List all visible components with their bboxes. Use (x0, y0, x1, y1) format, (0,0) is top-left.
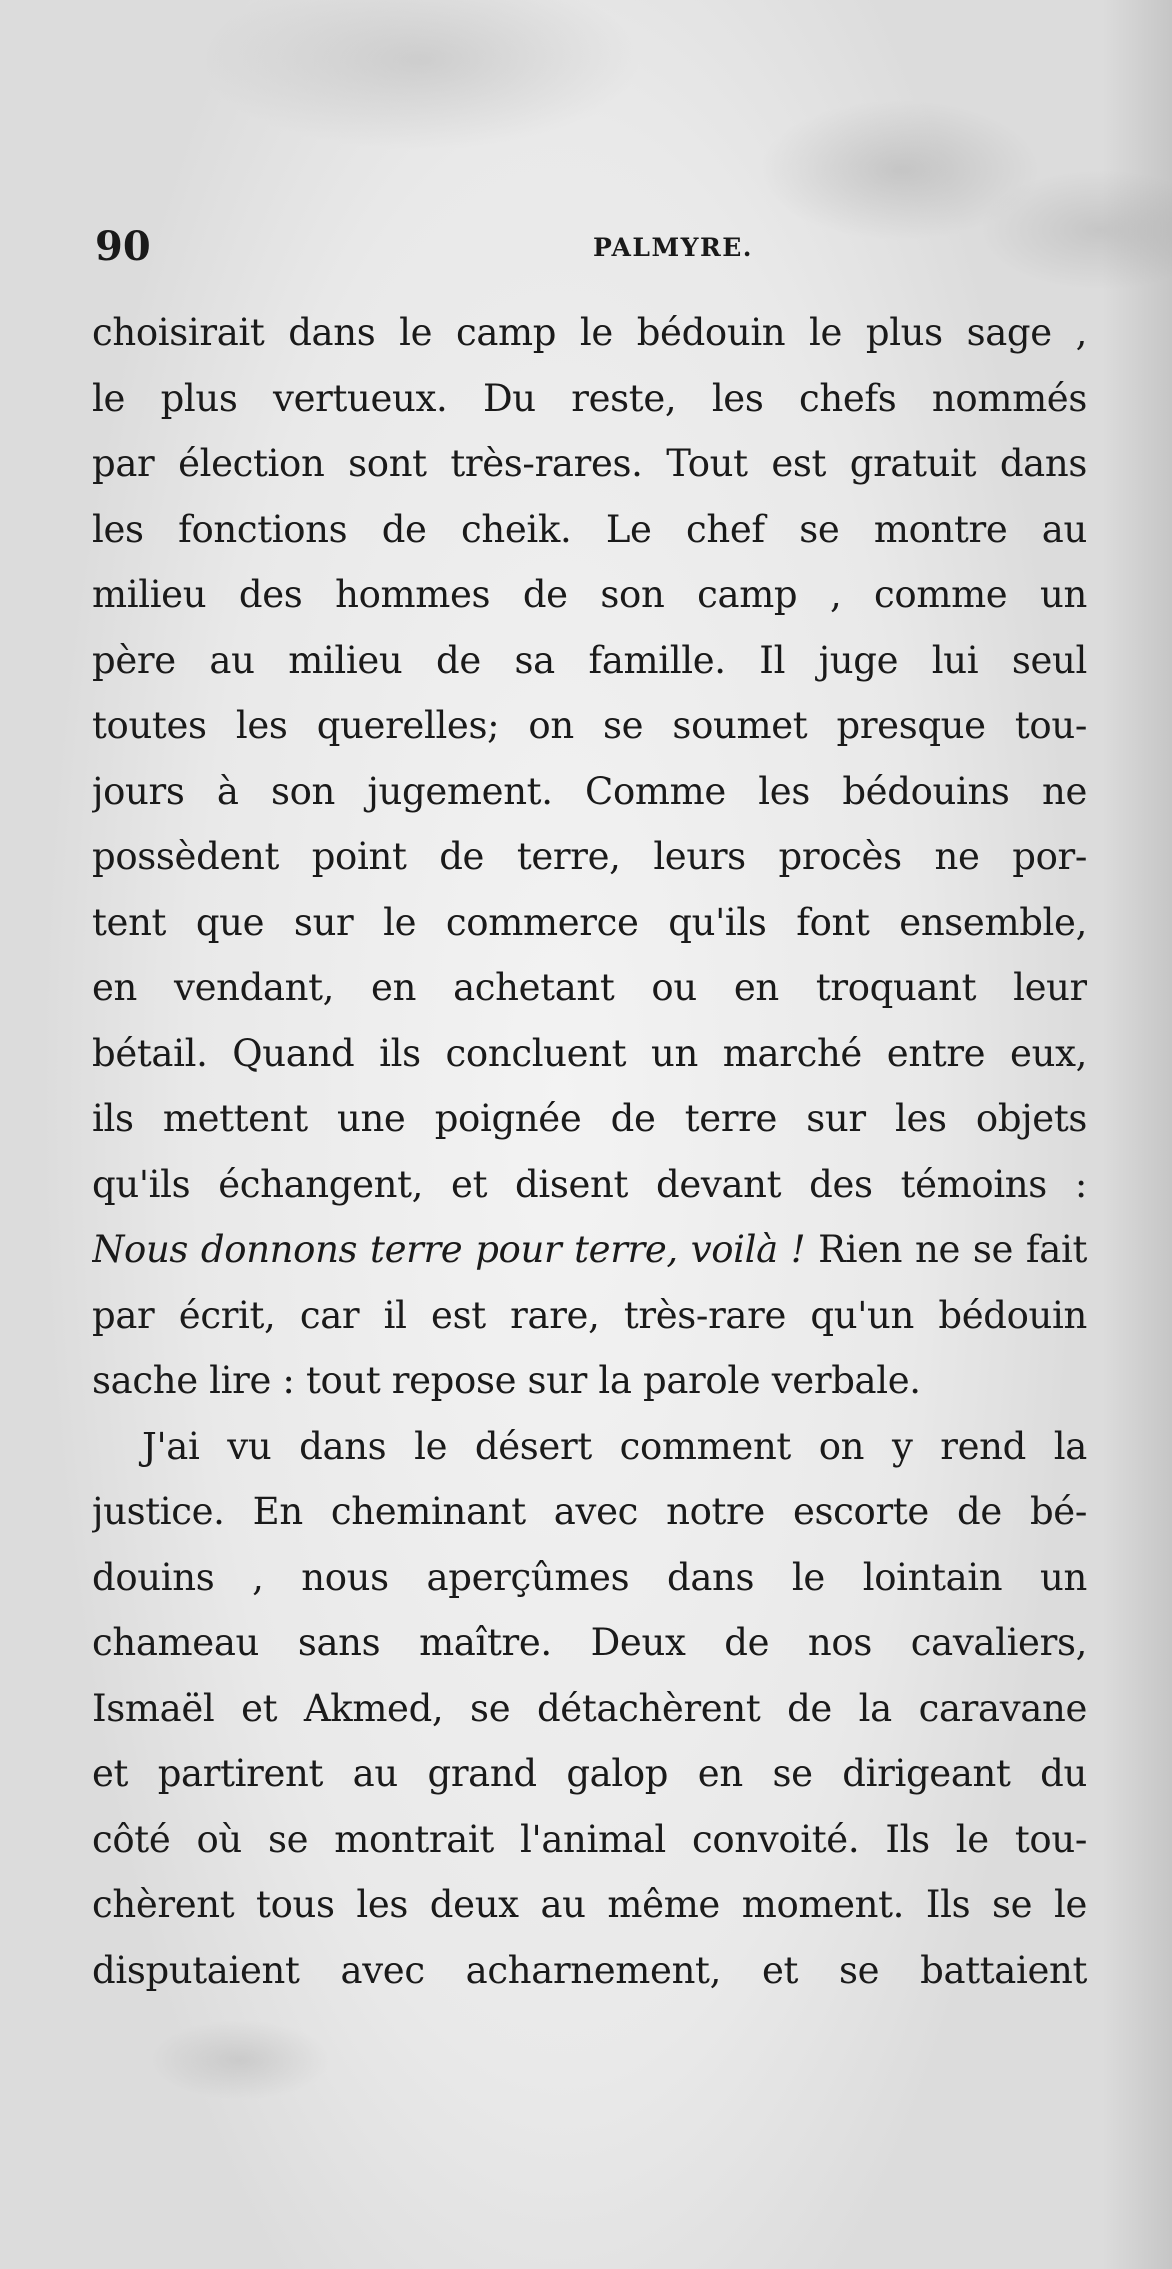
text-line: bétail. Quand ils concluent un marché entre eux, (92, 1031, 1087, 1075)
text-line: en vendant, en achetant ou en troquant leur (92, 966, 1087, 1009)
text-line-paragraph-end: sache lire : tout repose sur la parole verbale. (92, 1359, 921, 1402)
text-line: Ismaël et Akmed, se détachèrent de la caravane (92, 1686, 1087, 1730)
page-number: 90 (95, 223, 151, 270)
text-line: chameau sans maître. Deux de nos cavaliers, (92, 1621, 1087, 1664)
page-edge-shadow (1102, 0, 1172, 2269)
text-line: jours à son jugement. Comme les bédouins ne (92, 769, 1087, 813)
text-line-paragraph-start: J'ai vu dans le désert comment on y rend la (142, 1424, 1087, 1468)
text-line: tent que sur le commerce qu'ils font ensemble, (92, 900, 1087, 944)
text-line: justice. En cheminant avec notre escorte de bé- (92, 1490, 1087, 1533)
text-line: par élection sont très-rares. Tout est gratuit dans (92, 442, 1087, 485)
page-header (95, 222, 1085, 272)
text-line: père au milieu de sa famille. Il juge lui seul (92, 638, 1087, 682)
text-fragment: Rien ne se fait (805, 1228, 1087, 1271)
text-line: toutes les querelles; on se soumet presque tou- (92, 704, 1087, 747)
text-line: qu'ils échangent, et disent devant des témoins : (92, 1162, 1087, 1206)
text-line: choisirait dans le camp le bédouin le plus sage , (92, 311, 1087, 354)
body-text (92, 300, 1087, 2003)
text-line: ils mettent une poignée de terre sur les objets (92, 1097, 1087, 1140)
text-line: milieu des hommes de son camp , comme un (92, 573, 1087, 616)
text-line: et partirent au grand galop en se dirigeant du (92, 1752, 1087, 1795)
text-line: côté où se montrait l'animal convoité. Ils le tou- (92, 1817, 1087, 1861)
text-line: possèdent point de terre, leurs procès ne por- (92, 835, 1087, 878)
text-line: disputaient avec acharnement, et se battaient (92, 1948, 1087, 1992)
text-line: chèrent tous les deux au même moment. Ils se le (92, 1883, 1087, 1926)
text-line: les fonctions de cheik. Le chef se montre au (92, 507, 1087, 551)
running-title: PALMYRE. (593, 233, 754, 262)
text-line: douins , nous aperçûmes dans le lointain un (92, 1555, 1087, 1599)
italic-quote: Nous donnons terre pour terre, voilà ! (92, 1228, 806, 1271)
text-line: le plus vertueux. Du reste, les chefs nommés (92, 376, 1087, 420)
text-line: par écrit, car il est rare, très-rare qu'un bédouin (92, 1293, 1087, 1337)
text-line-mixed (92, 1217, 1087, 1283)
